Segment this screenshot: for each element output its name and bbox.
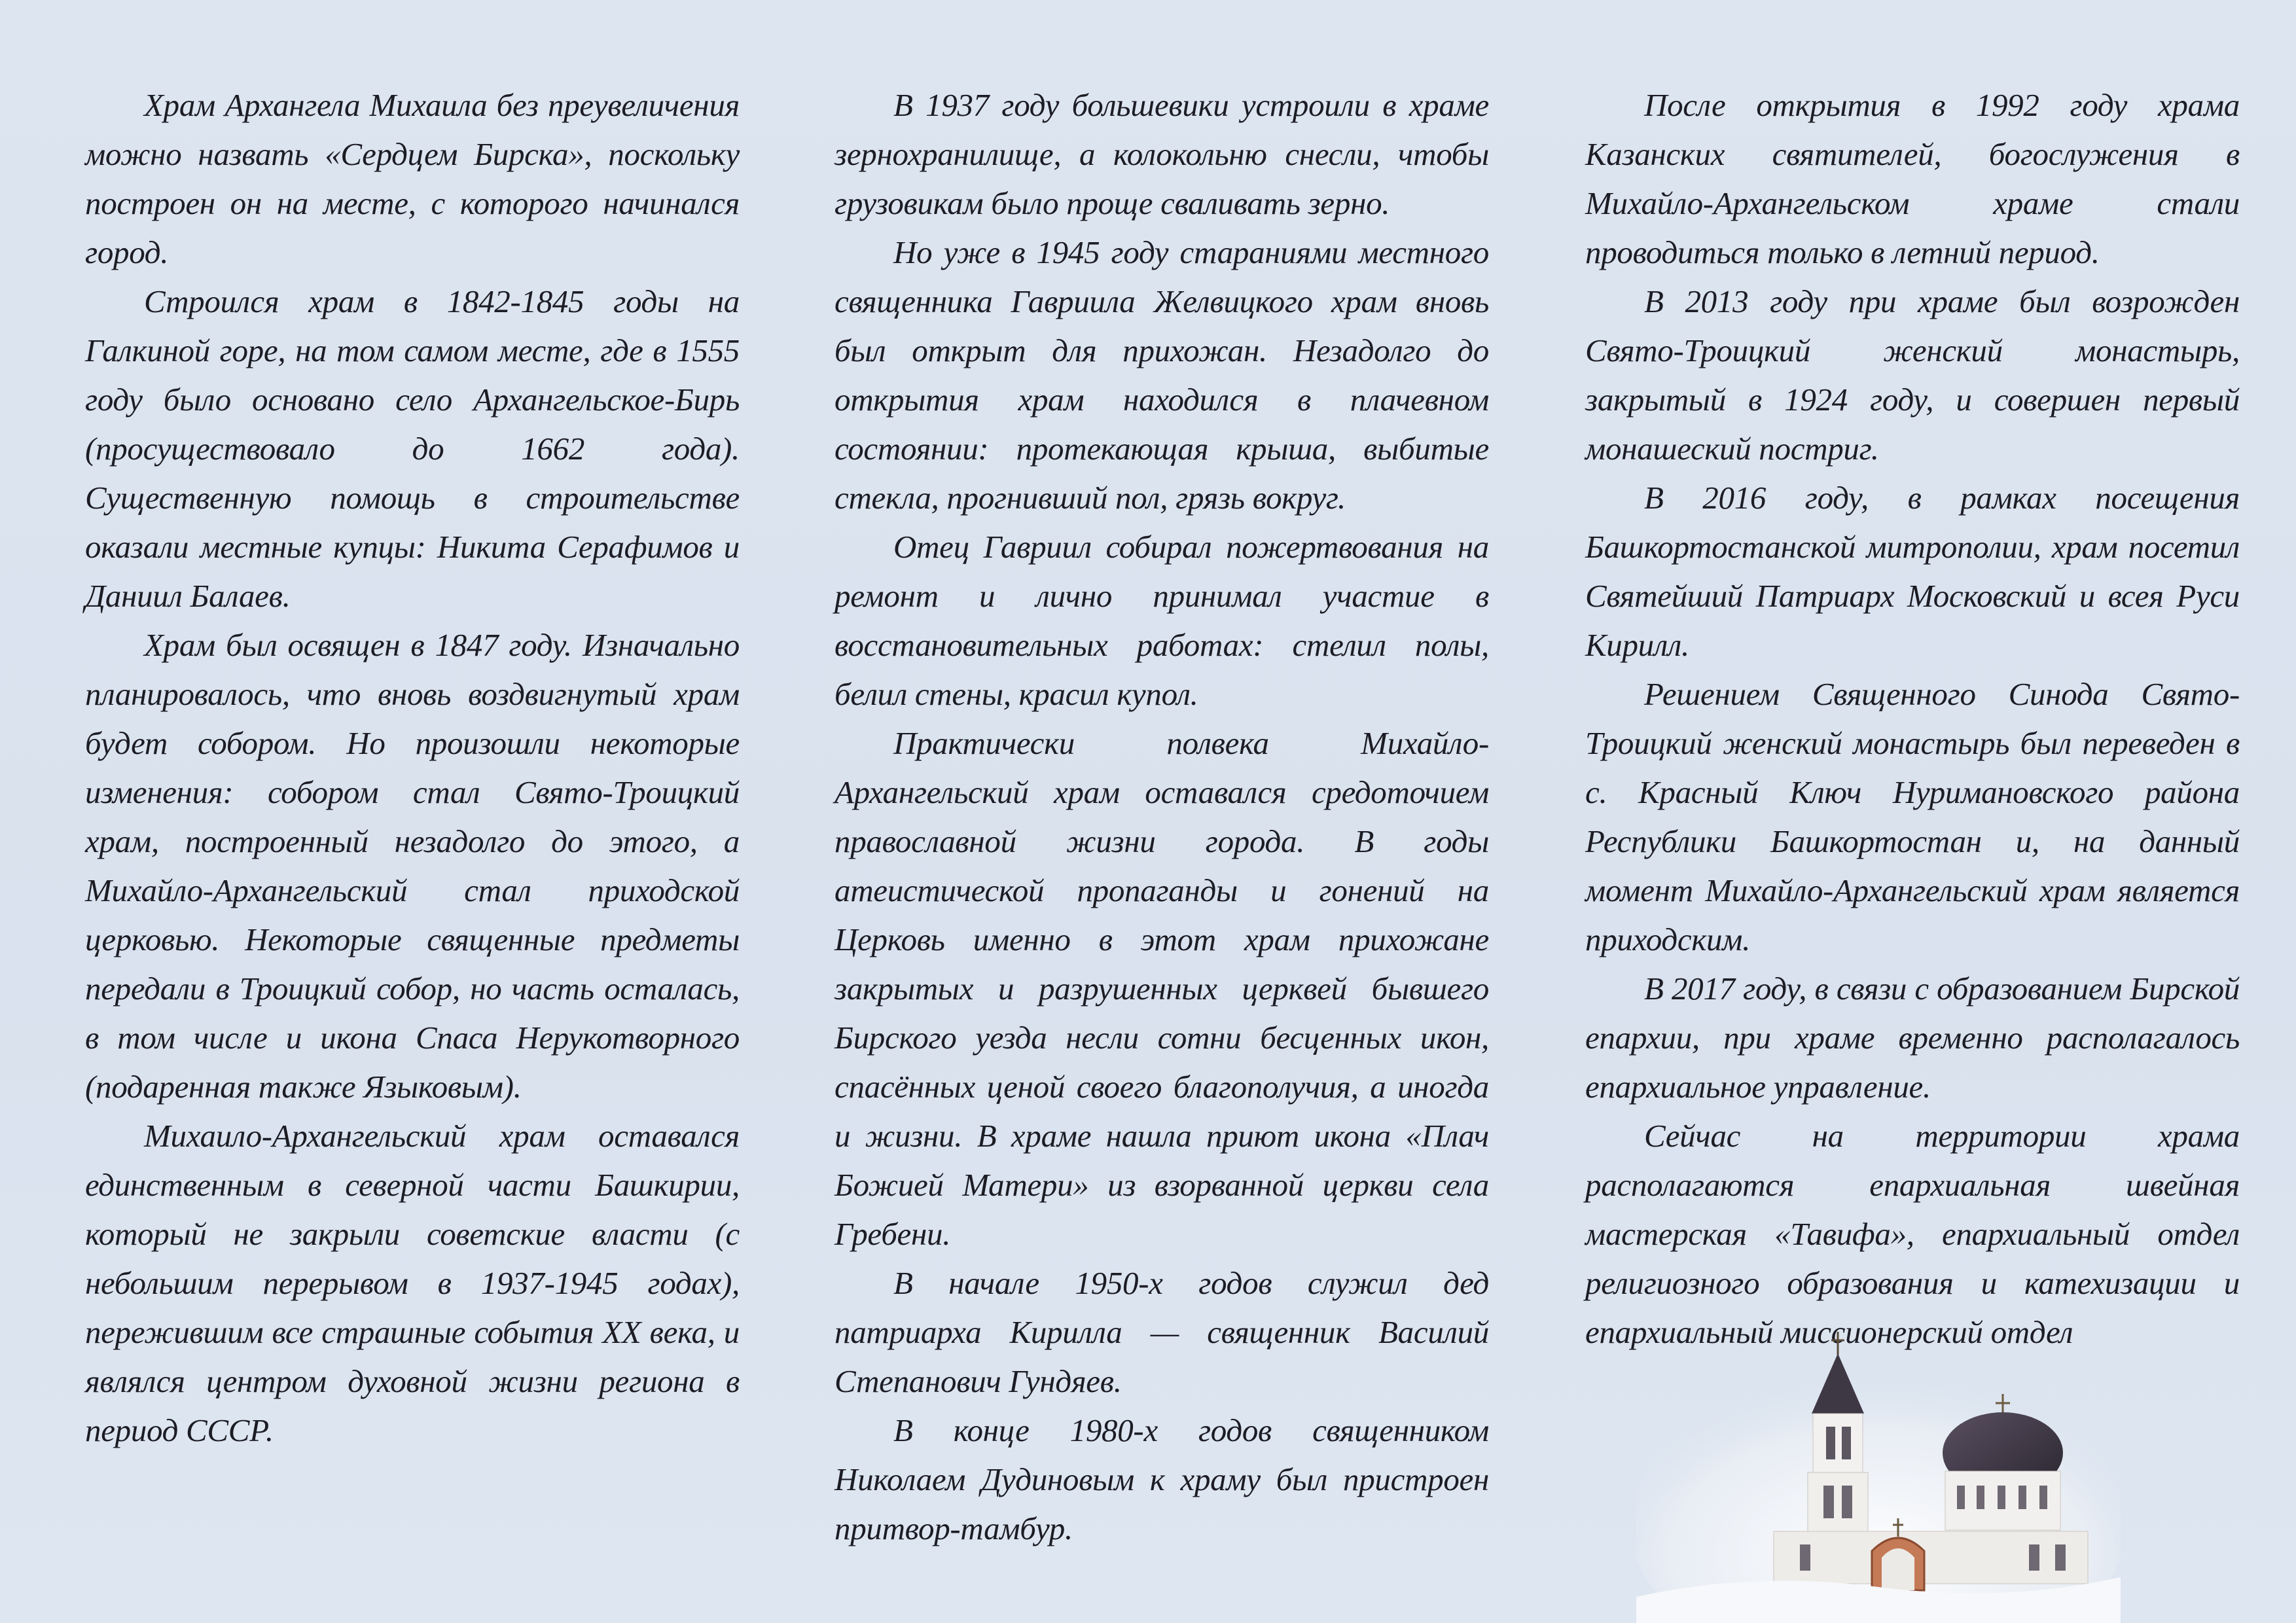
paragraph: Строился храм в 1842-1845 годы на Галкиной горе, на том самом месте, где в 1555 году было основано село Архангельское-Бирь (просуществовало до 1662 года). Существенную помощь в строительстве оказали местные купцы: Никита Серафимов и Даниил Балаев. <box>85 283 740 614</box>
paragraph: В конце 1980-х годов священником Николаем Дудиновым к храму был пристроен притвор-тамбур. <box>834 1412 1489 1546</box>
paragraph: В 1937 году большевики устроили в храме зернохранилище, а колокольню снесли, чтобы грузовикам было проще сваливать зерно. <box>834 87 1489 221</box>
paragraph: Храм Архангела Михаила без преувеличения можно назвать «Сердцем Бирска», поскольку построен он на месте, с которого начинался город. <box>85 87 740 270</box>
paragraph: В начале 1950-х годов служил дед патриарха Кирилла — священник Василий Степанович Гундяев. <box>834 1265 1489 1399</box>
text-column-right <box>1585 80 2240 1357</box>
paragraph: После открытия в 1992 году храма Казанских святителей, богослужения в Михайло-Архангельском храме стали проводиться только в летний период. <box>1585 87 2240 270</box>
paragraph: Храм был освящен в 1847 году. Изначально планировалось, что вновь воздвигнутый храм будет собором. Но произошли некоторые изменения: собором стал Свято-Троицкий храм, построенный незадолго до этого, а Михайло-Архангельский стал приходской церковью. Некоторые священные предметы передали в Троицкий собор, но часть осталась, в том числе и икона Спаса Нерукотворного (подаренная также Языковым). <box>85 627 740 1105</box>
text-column-left <box>85 80 740 1455</box>
paragraph: Отец Гавриил собирал пожертвования на ремонт и лично принимал участие в восстановительных работах: стелил полы, белил стены, красил купол. <box>834 529 1489 712</box>
text-column-middle <box>834 80 1489 1553</box>
paragraph: В 2016 году, в рамках посещения Башкортостанской митрополии, храм посетил Святейший Патриарх Московский и всея Руси Кирилл. <box>1585 480 2240 663</box>
paragraph: Практически полвека Михайло-Архангельский храм оставался средоточием православной жизни города. В годы атеистической пропаганды и гонений на Церковь именно в этот храм прихожане закрытых и разрушенных церквей бывшего Бирского уезда несли сотни бесценных икон, спасённых ценой своего благополучия, а иногда и жизни. В храме нашла приют икона «Плач Божией Матери» из взорванной церкви села Гребени. <box>834 725 1489 1252</box>
paragraph: Михаило-Архангельский храм оставался единственным в северной части Башкирии, который не закрыли советские власти (с небольшим перерывом в 1937-1945 годах), пережившим все страшные события XX века, и являлся центром духовной жизни региона в период СССР. <box>85 1118 740 1448</box>
paragraph: В 2017 году, в связи с образованием Бирской епархии, при храме временно располагалось епархиальное управление. <box>1585 971 2240 1105</box>
paragraph: В 2013 году при храме был возрожден Свято-Троицкий женский монастырь, закрытый в 1924 году, и совершен первый монашеский постриг. <box>1585 283 2240 467</box>
paragraph: Решением Священного Синода Свято-Троицкий женский монастырь был переведен в с. Красный Ключ Нуримановского района Республики Башкортостан и, на данный момент Михайло-Архангельский храм является приходским. <box>1585 676 2240 957</box>
church-photo <box>1636 1329 2121 1623</box>
paragraph: Сейчас на территории храма располагаются епархиальная швейная мастерская «Тавифа», епархиальный отдел религиозного образования и катехизации и епархиальный миссионерский отдел <box>1585 1118 2240 1350</box>
paragraph: Но уже в 1945 году стараниями местного священника Гавриила Желвицкого храм вновь был открыт для прихожан. Незадолго до открытия храм находился в плачевном состоянии: протекающая крыша, выбитые стекла, прогнивший пол, грязь вокруг. <box>834 234 1489 516</box>
